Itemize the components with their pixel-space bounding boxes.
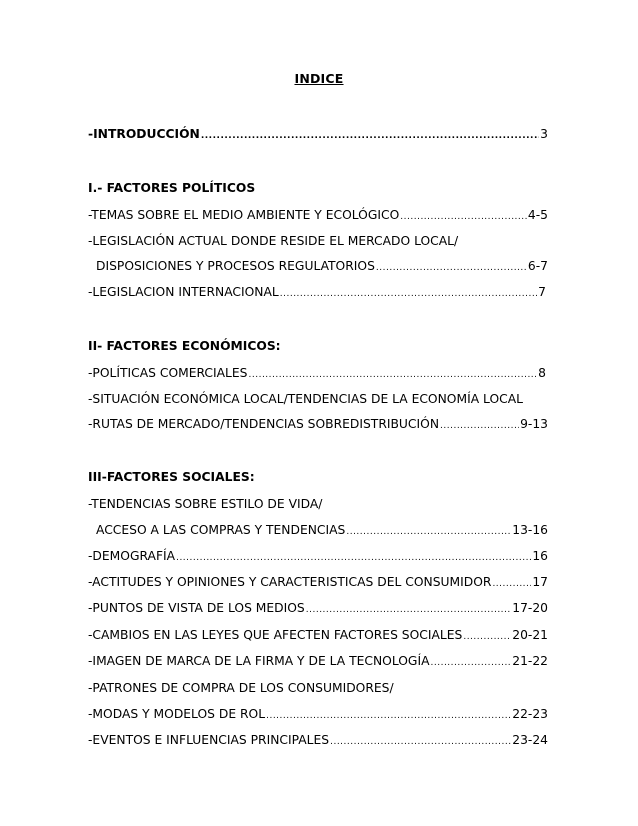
toc-leader-dots xyxy=(249,367,538,383)
toc-leader-dots xyxy=(440,418,519,434)
toc-page-number: 7 xyxy=(538,285,546,299)
toc-leader-dots xyxy=(346,524,511,540)
toc-entry-text: -PUNTOS DE VISTA DE LOS MEDIOS xyxy=(88,601,305,615)
toc-page-number: 23-24 xyxy=(512,733,548,747)
toc-leader-dots xyxy=(280,286,537,302)
toc-page-number: 17-20 xyxy=(512,601,548,615)
toc-leader-dots xyxy=(330,734,511,750)
toc-entry-legislacion-internacional[interactable] xyxy=(88,284,546,302)
toc-page-number: 17 xyxy=(532,575,548,589)
toc-leader-dots xyxy=(376,260,527,276)
toc-entry-disposiciones[interactable] xyxy=(96,258,548,276)
toc-page-number: 16 xyxy=(532,549,548,563)
toc-leader-dots xyxy=(176,550,531,566)
toc-leader-dots xyxy=(306,602,512,618)
toc-leader-dots xyxy=(400,209,527,225)
section-heading-politicos: I.- FACTORES POLÍTICOS xyxy=(88,181,256,195)
section-heading-economicos: II- FACTORES ECONÓMICOS: xyxy=(88,339,281,353)
toc-page-number: 6-7 xyxy=(527,259,548,273)
page-title: INDICE xyxy=(294,71,344,86)
toc-entry-legislacion-actual[interactable]: -LEGISLACIÓN ACTUAL DONDE RESIDE EL MERCADO LOCAL/ xyxy=(88,234,459,248)
toc-entry-imagen-marca[interactable] xyxy=(88,653,548,671)
toc-page-number: 13-16 xyxy=(512,523,548,537)
toc-entry-eventos-influencias[interactable] xyxy=(88,732,548,750)
toc-entry-cambios-leyes[interactable] xyxy=(88,627,548,645)
toc-entry-text: -DEMOGRAFÍA xyxy=(88,549,176,563)
toc-entry-text: -POLÍTICAS COMERCIALES xyxy=(88,366,248,380)
toc-entry-text: -MODAS Y MODELOS DE ROL xyxy=(88,707,266,721)
toc-entry-text: -TEMAS SOBRE EL MEDIO AMBIENTE Y ECOLÓGICO xyxy=(88,208,400,222)
toc-entry-text: -EVENTOS E INFLUENCIAS PRINCIPALES xyxy=(88,733,330,747)
toc-entry-introduccion[interactable] xyxy=(88,126,548,144)
toc-page-number: 3 xyxy=(540,127,548,141)
toc-entry-text: ACCESO A LAS COMPRAS Y TENDENCIAS xyxy=(96,523,346,537)
toc-entry-text: -ACTITUDES Y OPINIONES Y CARACTERISTICAS DEL CONSUMIDOR xyxy=(88,575,492,589)
toc-page-number: 21-22 xyxy=(512,654,548,668)
toc-leader-dots xyxy=(266,708,511,724)
toc-page-number: 9-13 xyxy=(520,417,548,431)
toc-leader-dots xyxy=(463,629,511,645)
toc-leader-dots xyxy=(492,576,531,592)
toc-entry-puntos-vista-medios[interactable] xyxy=(88,600,548,618)
toc-entry-text: -RUTAS DE MERCADO/TENDENCIAS SOBREDISTRIBUCIÓN xyxy=(88,417,440,431)
toc-entry-modas-modelos[interactable] xyxy=(88,706,548,724)
toc-entry-rutas-mercado[interactable] xyxy=(88,416,548,434)
toc-entry-estilo-vida[interactable]: -TENDENCIAS SOBRE ESTILO DE VIDA/ xyxy=(88,497,323,511)
toc-entry-text: DISPOSICIONES Y PROCESOS REGULATORIOS xyxy=(96,259,375,273)
toc-entry-politicas-comerciales[interactable] xyxy=(88,365,546,383)
toc-entry-patrones-compra[interactable]: -PATRONES DE COMPRA DE LOS CONSUMIDORES/ xyxy=(88,681,394,695)
toc-entry-text: -CAMBIOS EN LAS LEYES QUE AFECTEN FACTORES SOCIALES xyxy=(88,628,463,642)
toc-leader-dots xyxy=(431,655,512,671)
toc-page-number: 22-23 xyxy=(512,707,548,721)
toc-entry-acceso-compras[interactable] xyxy=(96,522,548,540)
toc-entry-situacion-economica[interactable]: -SITUACIÓN ECONÓMICA LOCAL/TENDENCIAS DE LA ECONOMÍA LOCAL xyxy=(88,392,523,406)
toc-page-number: 8 xyxy=(538,366,546,380)
toc-entry-demografia[interactable] xyxy=(88,548,548,566)
toc-entry-medio-ambiente[interactable] xyxy=(88,207,548,225)
toc-page-number: 4-5 xyxy=(527,208,548,222)
section-heading-sociales: III-FACTORES SOCIALES: xyxy=(88,470,255,484)
toc-entry-actitudes-opiniones[interactable] xyxy=(88,574,548,592)
toc-leader-dots xyxy=(201,128,539,144)
toc-entry-text: -INTRODUCCIÓN xyxy=(88,127,200,141)
toc-entry-text: -LEGISLACION INTERNACIONAL xyxy=(88,285,279,299)
toc-entry-text: -IMAGEN DE MARCA DE LA FIRMA Y DE LA TECNOLOGÍA xyxy=(88,654,430,668)
toc-page-number: 20-21 xyxy=(512,628,548,642)
